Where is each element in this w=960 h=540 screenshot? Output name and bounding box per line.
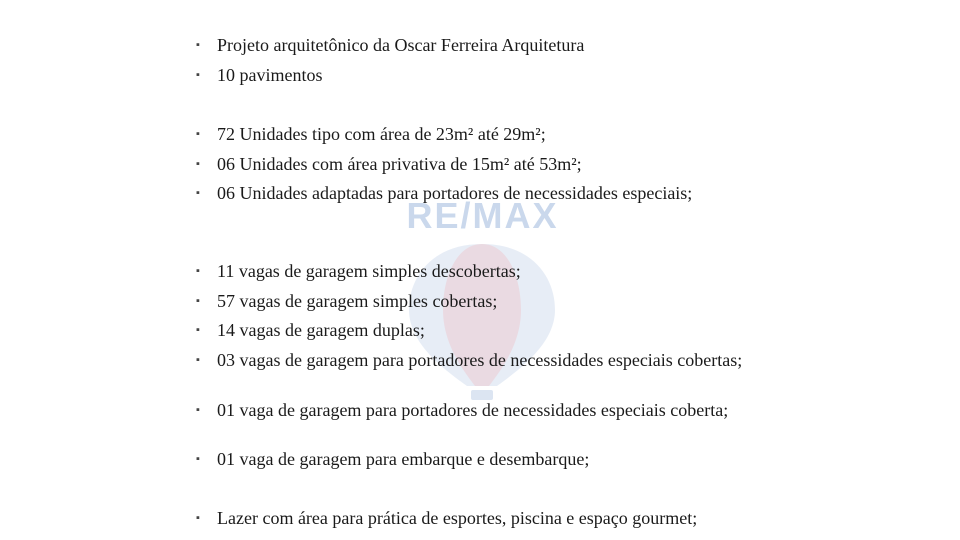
- list-item-text: 03 vagas de garagem para portadores de necessidades especiais cobertas;: [217, 350, 743, 370]
- list-item-text: 11 vagas de garagem simples descobertas;: [217, 261, 521, 281]
- list-item-text: 72 Unidades tipo com área de 23m² até 29m²;: [217, 124, 546, 144]
- bullet-icon: ▪: [196, 158, 200, 170]
- list-item-text: Lazer com área para prática de esportes, piscina e espaço gourmet;: [217, 508, 698, 528]
- list-item-text: 10 pavimentos: [217, 65, 323, 85]
- bullet-icon: ▪: [196, 512, 200, 524]
- list-item-text: 06 Unidades com área privativa de 15m² até 53m²;: [217, 154, 582, 174]
- bullet-icon: ▪: [196, 69, 200, 81]
- bullet-icon: ▪: [196, 295, 200, 307]
- bullet-icon: ▪: [196, 39, 200, 51]
- list-item-text: 01 vaga de garagem para embarque e desembarque;: [217, 449, 590, 469]
- bullet-icon: ▪: [196, 453, 200, 465]
- list-item-text: 57 vagas de garagem simples cobertas;: [217, 291, 498, 311]
- watermark-logo-text: RE/MAX: [406, 195, 559, 236]
- bullet-icon: ▪: [196, 265, 200, 277]
- bullet-icon: ▪: [196, 128, 200, 140]
- list-item-text: 14 vagas de garagem duplas;: [217, 320, 425, 340]
- bullet-icon: ▪: [196, 404, 200, 416]
- bullet-icon: ▪: [196, 324, 200, 336]
- list-item-text: 06 Unidades adaptadas para portadores de necessidades especiais;: [217, 183, 693, 203]
- list-item-text: Projeto arquitetônico da Oscar Ferreira Arquitetura: [217, 35, 585, 55]
- list-item-text: 01 vaga de garagem para portadores de necessidades especiais coberta;: [217, 400, 729, 420]
- bullet-icon: ▪: [196, 187, 200, 199]
- bullet-icon: ▪: [196, 354, 200, 366]
